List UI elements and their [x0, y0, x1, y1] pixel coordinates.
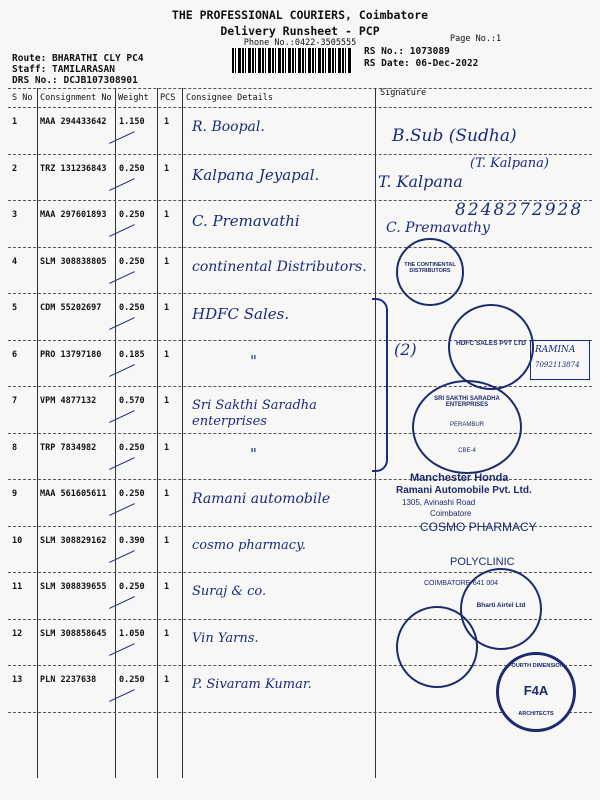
cosmo-stamp-line2: POLYCLINIC: [450, 556, 515, 568]
row-separator: [8, 247, 592, 248]
drs-number: DRS No.: DCJB107308901: [12, 75, 138, 86]
header-top-rule: [8, 88, 592, 89]
row-weight: 0.250: [119, 256, 145, 267]
airtel-stamp-right: Bharti Airtel Ltd: [460, 568, 542, 650]
row-consignee: HDFC Sales.: [192, 305, 290, 323]
row-pcs: 1: [164, 442, 170, 453]
bracket-count: (2): [394, 340, 417, 359]
col-signature: Signature: [380, 88, 427, 98]
row-sno: 9: [12, 489, 18, 499]
col-consignee: Consignee Details: [186, 93, 273, 103]
row-consignee: ": [250, 351, 257, 370]
saradha-stamp: SRI SAKTHI SARADHA ENTERPRISES PERAMBUR CBE-4: [412, 380, 522, 474]
row-pcs: 1: [164, 256, 170, 267]
row-sno: 13: [12, 675, 23, 685]
row-consignment: SLM 308829162: [40, 535, 107, 546]
row-pcs: 1: [164, 582, 170, 592]
check-mark: [109, 317, 135, 330]
receiver-box: RAMINA 7092113874: [530, 340, 590, 380]
row-pcs: 1: [164, 210, 170, 220]
row-consignment: PRO 13797180: [40, 349, 102, 360]
check-mark: [109, 178, 135, 191]
row-separator: [8, 154, 592, 155]
row-weight: 0.250: [119, 442, 145, 453]
f4a-logo: F4A: [523, 683, 549, 698]
row-consignment: MAA 294433642: [40, 117, 107, 127]
ramani-stamp-line4: Coimbatore: [430, 509, 472, 518]
row-consignment: MAA 561605611: [40, 489, 107, 499]
row-weight: 0.250: [119, 210, 145, 220]
rs-number: RS No.: 1073089: [364, 46, 450, 57]
row-sno: 2: [12, 163, 18, 174]
row-pcs: 1: [164, 628, 170, 639]
row-pcs: 1: [164, 349, 170, 360]
row-separator: [8, 293, 592, 294]
check-mark: [109, 131, 135, 144]
phone-number: Phone No.:0422-3505555: [243, 38, 357, 48]
row-weight: 1.150: [119, 117, 145, 127]
fourth-dimension-stamp: FOURTH DIMENSION F4A ARCHITECTS: [496, 652, 576, 732]
row-sno: 8: [12, 442, 18, 453]
row-consignment: TRZ 131236843: [40, 163, 107, 174]
cosmo-stamp-line1: COSMO PHARMACY: [420, 520, 537, 534]
row-consignee: C. Premavathi: [192, 212, 300, 230]
check-mark: [109, 550, 135, 563]
row-consignee: Ramani automobile: [192, 491, 331, 507]
row-consignee: P. Sivaram Kumar.: [192, 677, 312, 692]
phone-handwritten: 8248272928: [455, 200, 584, 220]
rs-date: RS Date: 06-Dec-2022: [364, 58, 479, 69]
ramani-stamp-line3: 1305, Avinashi Road: [402, 498, 476, 507]
row-weight: 0.185: [119, 349, 145, 360]
row-consignee: cosmo pharmacy.: [192, 537, 306, 553]
signature-row-1: B.Sub (Sudha): [392, 126, 517, 146]
row-weight: 0.250: [119, 582, 145, 592]
row-sno: 12: [12, 628, 23, 639]
row-consignee: Sri Sakthi Saradha enterprises: [192, 398, 317, 429]
cosmo-stamp-line3: COIMBATORE-641 004: [424, 580, 499, 587]
check-mark: [109, 224, 135, 237]
row-weight: 1.050: [119, 628, 145, 639]
check-mark: [109, 364, 135, 377]
check-mark: [109, 457, 135, 470]
row-consignment: PLN 2237638: [40, 675, 97, 685]
row-weight: 0.570: [119, 396, 145, 406]
row-sno: 6: [12, 349, 18, 360]
ramani-stamp-line2: Ramani Automobile Pvt. Ltd.: [396, 485, 532, 496]
signature-row-2-name: (T. Kalpana): [470, 156, 549, 171]
row-consignment: CDM 55202697: [40, 303, 102, 313]
row-consignee: ": [250, 444, 257, 463]
row-pcs: 1: [164, 489, 170, 499]
row-consignee: Kalpana Jeyapal.: [192, 165, 320, 184]
row-pcs: 1: [164, 163, 170, 174]
row-weight: 0.250: [119, 163, 145, 174]
row-sno: 1: [12, 117, 18, 127]
col-pcs: PCS: [160, 93, 176, 103]
check-mark: [109, 503, 135, 516]
route-label: Route: BHARATHI CLY PC4: [12, 53, 144, 64]
check-mark: [109, 271, 135, 284]
col-weight: Weight: [118, 93, 149, 103]
company-title: THE PROFESSIONAL COURIERS, Coimbatore: [171, 8, 429, 22]
row-sno: 4: [12, 256, 18, 267]
row-consignee: Vin Yarns.: [192, 630, 259, 646]
signature-row-3: C. Premavathy: [386, 220, 490, 236]
row-consignee: R. Boopal.: [192, 119, 265, 135]
row-consignee: continental Distributors.: [192, 258, 367, 275]
bracket-mark: [372, 298, 388, 472]
row-pcs: 1: [164, 535, 170, 546]
row-pcs: 1: [164, 303, 170, 313]
row-consignment: SLM 308838805: [40, 256, 107, 267]
row-weight: 0.250: [119, 303, 145, 313]
ramani-stamp-line1: Manchester Honda: [410, 472, 509, 484]
row-weight: 0.390: [119, 535, 145, 546]
row-pcs: 1: [164, 117, 170, 127]
row-weight: 0.250: [119, 489, 145, 499]
check-mark: [109, 643, 135, 656]
col-consignment: Consignment No: [40, 93, 112, 103]
row-consignment: TRP 7834982: [40, 442, 97, 453]
continental-stamp: THE CONTINENTAL DISTRIBUTORS: [396, 238, 464, 306]
row-pcs: 1: [164, 396, 170, 406]
col-sno: S No: [12, 93, 33, 103]
row-sno: 5: [12, 303, 18, 313]
page-number: Page No.:1: [450, 34, 502, 44]
hdfc-sales-stamp: HDFC SALES PVT LTD: [448, 304, 534, 390]
row-sno: 7: [12, 396, 18, 406]
check-mark: [109, 596, 135, 609]
header-bottom-rule: [8, 107, 592, 108]
row-consignee: Suraj & co.: [192, 584, 267, 599]
check-mark: [109, 410, 135, 423]
signature-row-2: T. Kalpana: [378, 172, 463, 191]
row-sno: 11: [12, 582, 23, 592]
row-pcs: 1: [164, 675, 170, 685]
row-consignment: SLM 308858645: [40, 628, 107, 639]
row-consignment: VPM 4877132: [40, 396, 97, 406]
barcode: [232, 48, 352, 73]
runsheet-subtitle: Delivery Runsheet - PCP: [220, 24, 380, 38]
staff-label: Staff: TAMILARASAN: [12, 64, 115, 75]
check-mark: [109, 689, 135, 702]
row-sno: 10: [12, 535, 23, 546]
row-sno: 3: [12, 210, 18, 220]
row-weight: 0.250: [119, 675, 145, 685]
row-consignment: SLM 308839655: [40, 582, 107, 592]
row-consignment: MAA 297601893: [40, 210, 107, 220]
